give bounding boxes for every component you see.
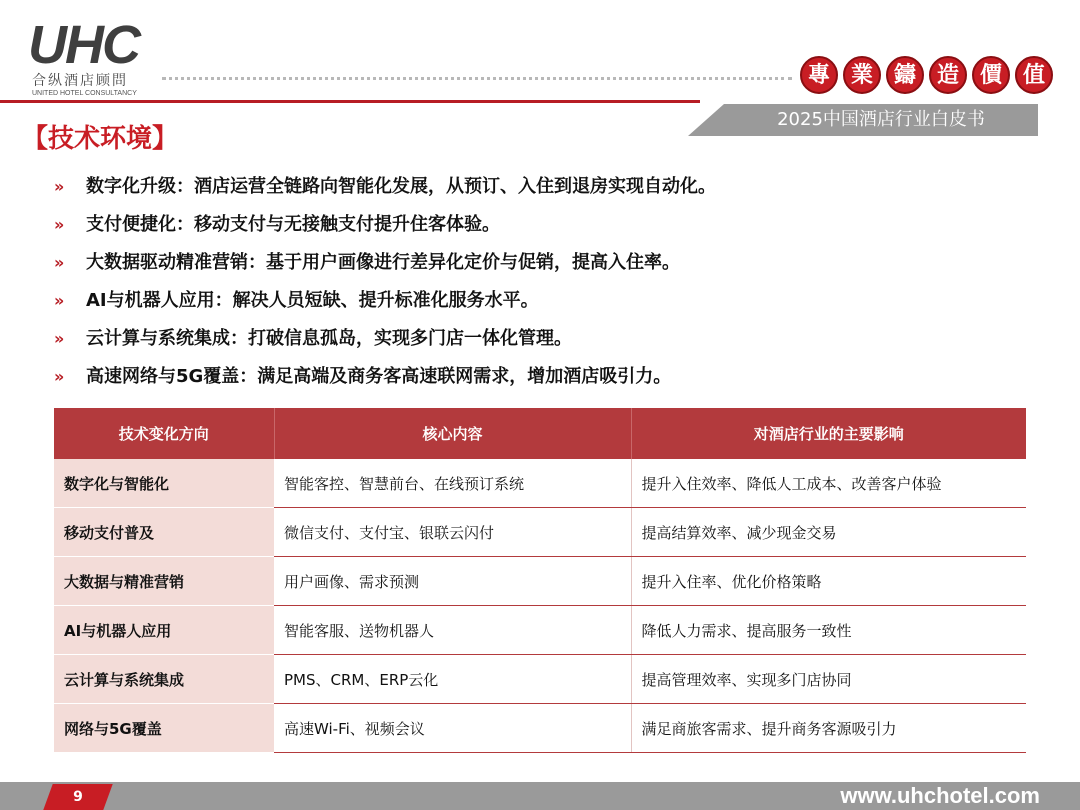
- seal-char: 鑄: [886, 56, 924, 94]
- cell-impact: 提升入住效率、降低人工成本、改善客户体验: [631, 459, 1026, 508]
- page-number: 9: [73, 789, 83, 805]
- cell-impact: 提升入住率、优化价格策略: [631, 557, 1026, 606]
- bullet-text: AI与机器人应用：解决人员短缺、提升标准化服务水平。: [86, 290, 539, 311]
- bullet-arrow-icon: »: [54, 253, 65, 272]
- report-title: 2025中国酒店行业白皮书: [777, 109, 985, 130]
- header-impact: 对酒店行业的主要影响: [631, 408, 1026, 459]
- bullet-arrow-icon: »: [54, 177, 65, 196]
- uhc-logo: [28, 15, 168, 98]
- bullet-arrow-icon: »: [54, 215, 65, 234]
- cell-impact: 满足商旅客需求、提升商务客源吸引力: [631, 704, 1026, 753]
- cell-direction: 网络与5G覆盖: [54, 704, 274, 753]
- cell-impact: 降低人力需求、提高服务一致性: [631, 606, 1026, 655]
- slogan-seals: [800, 56, 1053, 96]
- bullet-text: 大数据驱动精准营销：基于用户画像进行差异化定价与促销，提高入住率。: [86, 252, 680, 273]
- bullet-text: 高速网络与5G覆盖：满足高端及商务客高速联网需求，增加酒店吸引力。: [86, 366, 672, 387]
- table-row: [54, 606, 1026, 655]
- cell-impact: 提高管理效率、实现多门店协同: [631, 655, 1026, 704]
- seal-char: 專: [800, 56, 838, 94]
- cell-direction: 云计算与系统集成: [54, 655, 274, 704]
- cell-direction: 大数据与精准营销: [54, 557, 274, 606]
- table-row: [54, 459, 1026, 508]
- section-title: 【技术环境】: [22, 124, 179, 154]
- website-url: www.uhchotel.com: [840, 783, 1040, 808]
- bullet-arrow-icon: »: [54, 329, 65, 348]
- cell-content: PMS、CRM、ERP云化: [274, 655, 631, 704]
- bullet-text: 支付便捷化：移动支付与无接触支付提升住客体验。: [86, 214, 500, 235]
- logo-chinese-name: 合纵酒店顾問: [32, 73, 128, 89]
- table: [54, 408, 1026, 753]
- table-row: [54, 655, 1026, 704]
- list-item: [54, 320, 716, 358]
- cell-direction: 数字化与智能化: [54, 459, 274, 508]
- list-item: [54, 168, 716, 206]
- bullet-text: 云计算与系统集成：打破信息孤岛，实现多门店一体化管理。: [86, 328, 572, 349]
- seal-char: 業: [843, 56, 881, 94]
- bullet-list: [54, 168, 716, 396]
- list-item: [54, 358, 716, 396]
- header-core-content: 核心内容: [274, 408, 631, 459]
- list-item: [54, 282, 716, 320]
- list-item: [54, 244, 716, 282]
- cell-content: 微信支付、支付宝、银联云闪付: [274, 508, 631, 557]
- logo-english-name: UNITED HOTEL CONSULTANCY: [32, 90, 137, 97]
- cell-content: 智能客服、送物机器人: [274, 606, 631, 655]
- seal-char: 值: [1015, 56, 1053, 94]
- table-row: [54, 508, 1026, 557]
- table-row: [54, 557, 1026, 606]
- seal-char: 價: [972, 56, 1010, 94]
- header-red-rule: [0, 100, 700, 103]
- cell-impact: 提高结算效率、减少现金交易: [631, 508, 1026, 557]
- bullet-text: 数字化升级：酒店运营全链路向智能化发展，从预订、入住到退房实现自动化。: [86, 176, 716, 197]
- table-row: [54, 704, 1026, 753]
- cell-content: 高速Wi-Fi、视频会议: [274, 704, 631, 753]
- list-item: [54, 206, 716, 244]
- table-header-row: [54, 408, 1026, 459]
- header-dotted-divider: [162, 77, 792, 80]
- cell-direction: AI与机器人应用: [54, 606, 274, 655]
- bullet-arrow-icon: »: [54, 367, 65, 386]
- seal-char: 造: [929, 56, 967, 94]
- cell-content: 用户画像、需求预测: [274, 557, 631, 606]
- tech-impact-table: [54, 408, 1026, 753]
- bullet-arrow-icon: »: [54, 291, 65, 310]
- header-direction: 技术变化方向: [54, 408, 274, 459]
- logo-letters: [28, 15, 139, 75]
- cell-direction: 移动支付普及: [54, 508, 274, 557]
- logo-letters-text: UHC: [28, 15, 139, 75]
- cell-content: 智能客控、智慧前台、在线预订系统: [274, 459, 631, 508]
